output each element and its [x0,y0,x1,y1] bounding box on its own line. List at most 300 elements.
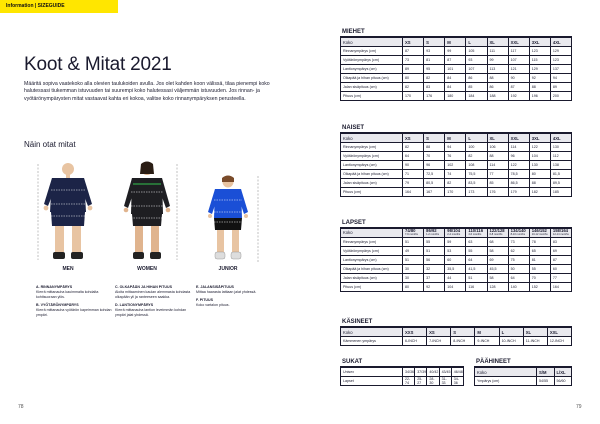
table-cell: 89 [403,65,424,74]
table-cell: 22-74 [403,377,415,386]
table-cell: 55 [466,247,487,256]
column-header: XL [487,38,508,47]
table-cell: 137 [550,65,571,74]
table-cell: 11-INCH [523,337,547,346]
table-cell: 138 [550,161,571,170]
row-label: Lantionympärys (cm) [341,256,403,265]
column-header: Koko [475,368,537,377]
table-cell: 79 [403,179,424,188]
table-header-row [341,38,572,47]
table-cell: 184 [466,92,487,101]
note-head: C. OLKAPÄÄN JA HIHAN PITUUS [115,285,172,289]
age-label: 12-14 months [552,233,569,237]
table-cell: 63 [466,238,487,247]
age-label: 8-10 months [510,233,526,237]
column-header: 3XL [529,134,550,143]
notes-col-3 [196,285,274,311]
row-label: Pituus (cm) [341,283,403,292]
column-header: XL [487,134,508,143]
table-cell: 87 [445,56,466,65]
table-cell: 80 [529,170,550,179]
column-header: M [445,134,466,143]
column-header [424,229,445,238]
table-row [341,274,572,283]
age-label: 10-12 months [531,233,548,237]
table-cell: 81 [529,256,550,265]
table-cell: 88 [529,83,550,92]
table-cell: 164 [403,188,424,197]
column-header: L [499,328,523,337]
table-cell: 101 [445,65,466,74]
column-header [445,229,466,238]
table-title: NAISET [340,124,572,133]
table-cell: 30 [403,274,424,283]
column-header [466,229,487,238]
column-header: 4XL [550,38,571,47]
row-label: Ympärys (cm) [475,377,537,386]
table-cell: 192 [508,92,529,101]
table-cell: 71 [403,170,424,179]
row-label: Olkapää ja hihan pituus (cm) [341,74,403,83]
table-row [341,179,572,188]
table-cell: 49 [403,247,424,256]
note-text: Koko vartalon pituus. [196,303,230,307]
table-cell: 58 [487,247,508,256]
note-text: Aloita mittaaminen kaulan alemmasta kohdasta olkapään yli ja ranteeseen saakka. [115,290,191,299]
table-paahineet [474,358,572,386]
size-table [474,367,572,386]
notes-col-2 [115,285,193,321]
table-cell: 123 [550,56,571,65]
table-cell: 114 [487,161,508,170]
column-header: XXL [508,134,529,143]
column-header: L [466,134,487,143]
column-header: M [475,328,499,337]
table-cell: 96 [508,152,529,161]
table-cell: 10-INCH [499,337,523,346]
table-cell: 129 [529,65,550,74]
table-cell: 108 [466,161,487,170]
table-cell: 95 [424,65,445,74]
table-cell: 87 [508,83,529,92]
table-cell: 87 [550,256,571,265]
table-title: LAPSET [340,219,572,228]
table-cell: 129 [550,47,571,56]
table-cell: 78 [529,238,550,247]
size-table [340,37,572,101]
table-cell: 94 [550,74,571,83]
table-cell: 128 [487,283,508,292]
table-cell: 100 [466,143,487,152]
table-cell: 200 [550,92,571,101]
note-head: E. JALANSISÄPITUUS [196,285,234,289]
table-cell: 94 [445,143,466,152]
table-cell: 93 [424,47,445,56]
table-cell: 53 [445,247,466,256]
size-table [340,133,572,197]
table-header-row [475,368,572,377]
table-row [341,238,572,247]
table-row [341,283,572,292]
table-cell: 45,5 [487,265,508,274]
table-cell: 62 [508,247,529,256]
note-text: Kierrä mittanauha lantion leveimmän kohdan ympäri jalat yhdessä. [115,308,187,317]
table-cell: 46/48 [451,368,463,377]
row-label: Jalan sisäpituus (cm) [341,83,403,92]
table-cell: 106 [487,143,508,152]
column-header [529,229,550,238]
table-row [341,65,572,74]
table-cell: 167 [424,188,445,197]
column-header: Koko [341,38,403,47]
table-cell: 76 [445,152,466,161]
table-cell: 41,5 [466,265,487,274]
table-cell: 86,5 [508,179,529,188]
junior-label: JUNIOR [218,266,238,272]
column-header: XS [403,134,424,143]
size-label: 110/116 [468,228,484,233]
table-cell: 8-INCH [451,337,475,346]
table-cell: 69 [550,247,571,256]
table-row [341,92,572,101]
table-cell: 111 [487,47,508,56]
row-label: Rinnanympärys (cm) [341,238,403,247]
table-cell: 152 [529,283,550,292]
table-cell: 113 [487,65,508,74]
women-figure [115,160,179,269]
column-header: S [424,38,445,47]
table-row [341,143,572,152]
table-row [341,247,572,256]
table-row [341,152,572,161]
column-header: Koko [341,328,403,337]
column-header: Koko [341,134,403,143]
table-cell: 84 [445,83,466,92]
table-cell: 64 [466,256,487,265]
row-label: Vyötärönympärys (cm) [341,56,403,65]
page-number-left: 78 [18,404,24,410]
table-cell: 6-INCH [403,337,427,346]
column-header: S [424,134,445,143]
size-table [340,228,572,292]
table-cell: 121 [508,65,529,74]
table-cell: 112 [550,152,571,161]
table-cell: 56 [424,256,445,265]
women-label: WOMEN [137,266,157,272]
table-row [341,74,572,83]
table-cell: 73 [403,56,424,65]
men-figure [36,160,100,269]
table-row [341,337,572,346]
row-label: Lantionympärys (cm) [341,65,403,74]
table-cell: 7-INCH [427,337,451,346]
table-cell: 87 [403,47,424,56]
size-label: 74/80 [405,228,416,233]
section-tab: Information | SIZEGUIDE [0,0,118,13]
page-title: Koot & Mitat 2021 [24,54,172,75]
table-row [475,377,572,386]
column-header [550,229,571,238]
table-cell: 72,5 [424,170,445,179]
table-cell: 43/45 [439,368,451,377]
size-label: 134/140 [510,228,526,233]
row-label: Pituus (cm) [341,188,403,197]
table-row [341,265,572,274]
row-label: Olkapää ja hihan pituus (cm) [341,170,403,179]
row-label: Vyötärönympärys (cm) [341,247,403,256]
size-label: 98/104 [447,228,461,233]
table-cell: 182 [529,188,550,197]
table-cell: 81,5 [550,170,571,179]
page-number-right: 79 [576,404,582,410]
table-header-row [341,229,572,238]
column-header: XXL [508,38,529,47]
table-cell: 107 [466,65,487,74]
table-cell: 80 [403,74,424,83]
table-cell: 82 [403,143,424,152]
age-label: 7-9 months [405,233,418,237]
table-cell: 88 [424,143,445,152]
row-label: Olkapää ja hihan pituus (cm) [341,265,403,274]
table-cell: 40/42 [427,368,439,377]
table-cell: 82 [445,179,466,188]
row-label: Jalan sisäpituus (cm) [341,179,403,188]
table-cell: 65 [529,247,550,256]
measure-heading: Näin otat mitat [24,140,76,149]
size-label: 146/152 [531,228,547,233]
table-cell: 64 [403,152,424,161]
column-header: XS [427,328,451,337]
table-cell: 81 [424,56,445,65]
table-miehet [340,28,572,101]
table-cell: 51 [424,247,445,256]
table-cell: 90 [508,74,529,83]
table-cell: 60 [445,256,466,265]
column-header [341,229,403,238]
table-cell: 176 [424,92,445,101]
size-table [340,327,572,346]
table-title: KÄSINEET [340,318,572,327]
table-row [341,56,572,65]
row-label: Rinnanympärys (cm) [341,47,403,56]
table-sukat [340,358,464,386]
table-kasineet [340,318,572,346]
table-cell: 89 [550,83,571,92]
table-cell: 74 [445,170,466,179]
table-cell: 75 [508,256,529,265]
note-head: B. VYÖTÄRÖNYMPÄRYS [36,303,79,307]
junior-figure [196,174,260,269]
table-naiset [340,124,572,197]
table-cell: 50 [508,265,529,274]
table-cell: 80 [403,283,424,292]
table-cell: 44 [445,274,466,283]
table-title: PÄÄHINEET [474,358,572,367]
table-cell: 90 [403,161,424,170]
table-row [341,368,464,377]
table-cell: 85 [466,83,487,92]
table-cell: 105 [466,47,487,56]
table-cell: 173 [466,188,487,197]
table-cell: 28-30 [427,377,439,386]
table-cell: 55 [529,265,550,274]
column-header: XL [523,328,547,337]
column-header [403,229,424,238]
table-cell: 12-INCH [547,337,571,346]
table-cell: 54/55 [537,377,555,386]
table-cell: 55 [424,238,445,247]
row-label: Kämmenen ympärys [341,337,403,346]
table-cell: 51 [466,274,487,283]
note-text: Kierrä mittanauha kauimmalta kohdalta kohtisuoraan ylös. [36,290,99,299]
note-head: F. PITUUS [196,298,213,302]
intro-paragraph: Määritä sopiva vaatekoko alla olevien taulukoiden avulla. Jos olet kahden koon välissä, tilaa pienempi koko halutessasi tiukemman istuvuuden tai suurempi koko halutessasi väljemmän istuvuuden. Jos rinnan- ja vyötärönympärysten mitat vastaavat kahta eri kokoa, valitse koko rinnanympäryksen perusteella. [24,81,270,102]
table-cell: 56/60 [554,377,572,386]
table-cell: 34-36 [451,377,463,386]
table-cell: 88 [487,152,508,161]
column-header: S/M [537,368,555,377]
table-cell: 123 [529,47,550,56]
size-label: 122/128 [489,228,505,233]
column-header: L [466,38,487,47]
table-cell: 37/39 [415,368,427,377]
table-row [341,47,572,56]
table-cell: 88 [529,179,550,188]
table-cell: 96 [424,161,445,170]
table-cell: 70 [424,152,445,161]
table-header-row [341,328,572,337]
table-cell: 107 [508,56,529,65]
age-label: 1-2 months [426,233,440,237]
table-cell: 179 [508,188,529,197]
table-cell: 34/36 [403,368,415,377]
notes-col-1 [36,285,114,321]
column-header [508,229,529,238]
row-label: Pituus (cm) [341,92,403,101]
note-text: Kierrä mittanauha vyötärön kapeimman kohdan ympäri. [36,308,112,317]
table-cell: 68 [487,238,508,247]
table-title: SUKAT [340,358,464,367]
column-header: XS [403,38,424,47]
table-cell: 89,5 [550,179,571,188]
table-row [341,161,572,170]
table-cell: 170 [403,92,424,101]
table-cell: 122 [508,161,529,170]
table-cell: 82 [424,74,445,83]
table-cell: 130 [529,161,550,170]
table-cell: 176 [487,188,508,197]
men-label: MEN [62,266,74,272]
age-label: 6-8 months [489,233,503,237]
table-cell: 92 [529,74,550,83]
table-cell: 92 [424,283,445,292]
column-header: 3XL [529,38,550,47]
table-cell: 82 [403,83,424,92]
table-cell: 60 [550,265,571,274]
table-cell: 102 [445,161,466,170]
table-cell: 35,5 [445,265,466,274]
table-cell: 31-33 [439,377,451,386]
table-cell: 104 [445,283,466,292]
table-cell: 77 [550,274,571,283]
age-label: 2-4 months [447,233,461,237]
table-cell: 83 [550,238,571,247]
table-cell: 51 [403,256,424,265]
column-header: XXS [403,328,427,337]
table-cell: 59 [445,238,466,247]
age-label: 4-6 months [468,233,482,237]
table-cell: 88 [487,74,508,83]
row-label: Lantionympärys (cm) [341,161,403,170]
table-cell: 140 [508,283,529,292]
table-cell: 116 [466,283,487,292]
row-label: Vyötärönympärys (cm) [341,152,403,161]
row-label: Jalan sisäpituus (cm) [341,274,403,283]
table-cell: 58 [487,274,508,283]
table-cell: 83,5 [466,179,487,188]
row-label: Rinnanympärys (cm) [341,143,403,152]
note-text: Mittaa haarasta lattiaan jalat yhdessä. [196,290,257,294]
table-row [341,256,572,265]
size-label: Koko [343,230,353,236]
size-table [340,367,464,386]
table-cell: 77 [487,170,508,179]
table-cell: 51 [403,238,424,247]
column-header: XXL [547,328,571,337]
table-cell: 86 [487,83,508,92]
size-label: 158/164 [552,228,569,233]
row-label: Unisex [341,368,403,377]
column-header: S [451,328,475,337]
table-cell: 75,5 [466,170,487,179]
table-cell: 70 [529,274,550,283]
table-row [341,170,572,179]
table-cell: 85 [487,179,508,188]
row-label: Lapset [341,377,403,386]
table-cell: 99 [487,56,508,65]
table-cell: 164 [550,283,571,292]
table-row [341,83,572,92]
table-cell: 104 [529,152,550,161]
table-cell: 93 [466,56,487,65]
table-cell: 30 [403,265,424,274]
table-row [341,188,572,197]
note-head: D. LANTIONYMPÄRYS [115,303,154,307]
table-cell: 115 [529,56,550,65]
table-row [341,377,464,386]
table-cell: 86 [466,74,487,83]
table-cell: 122 [529,143,550,152]
table-cell: 69 [487,256,508,265]
table-cell: 83 [424,83,445,92]
table-cell: 37 [424,274,445,283]
table-cell: 188 [487,92,508,101]
table-cell: 185 [550,188,571,197]
table-cell: 80,5 [424,179,445,188]
note-head: A. RINNANYMPÄRYS [36,285,73,289]
table-cell: 170 [445,188,466,197]
table-cell: 25-27 [415,377,427,386]
column-header [487,229,508,238]
column-header: 4XL [550,134,571,143]
table-cell: 117 [508,47,529,56]
table-cell: 78,5 [508,170,529,179]
table-cell: 32 [424,265,445,274]
column-header: M [445,38,466,47]
table-lapset [340,219,572,292]
table-cell: 99 [445,47,466,56]
table-cell: 73 [508,238,529,247]
